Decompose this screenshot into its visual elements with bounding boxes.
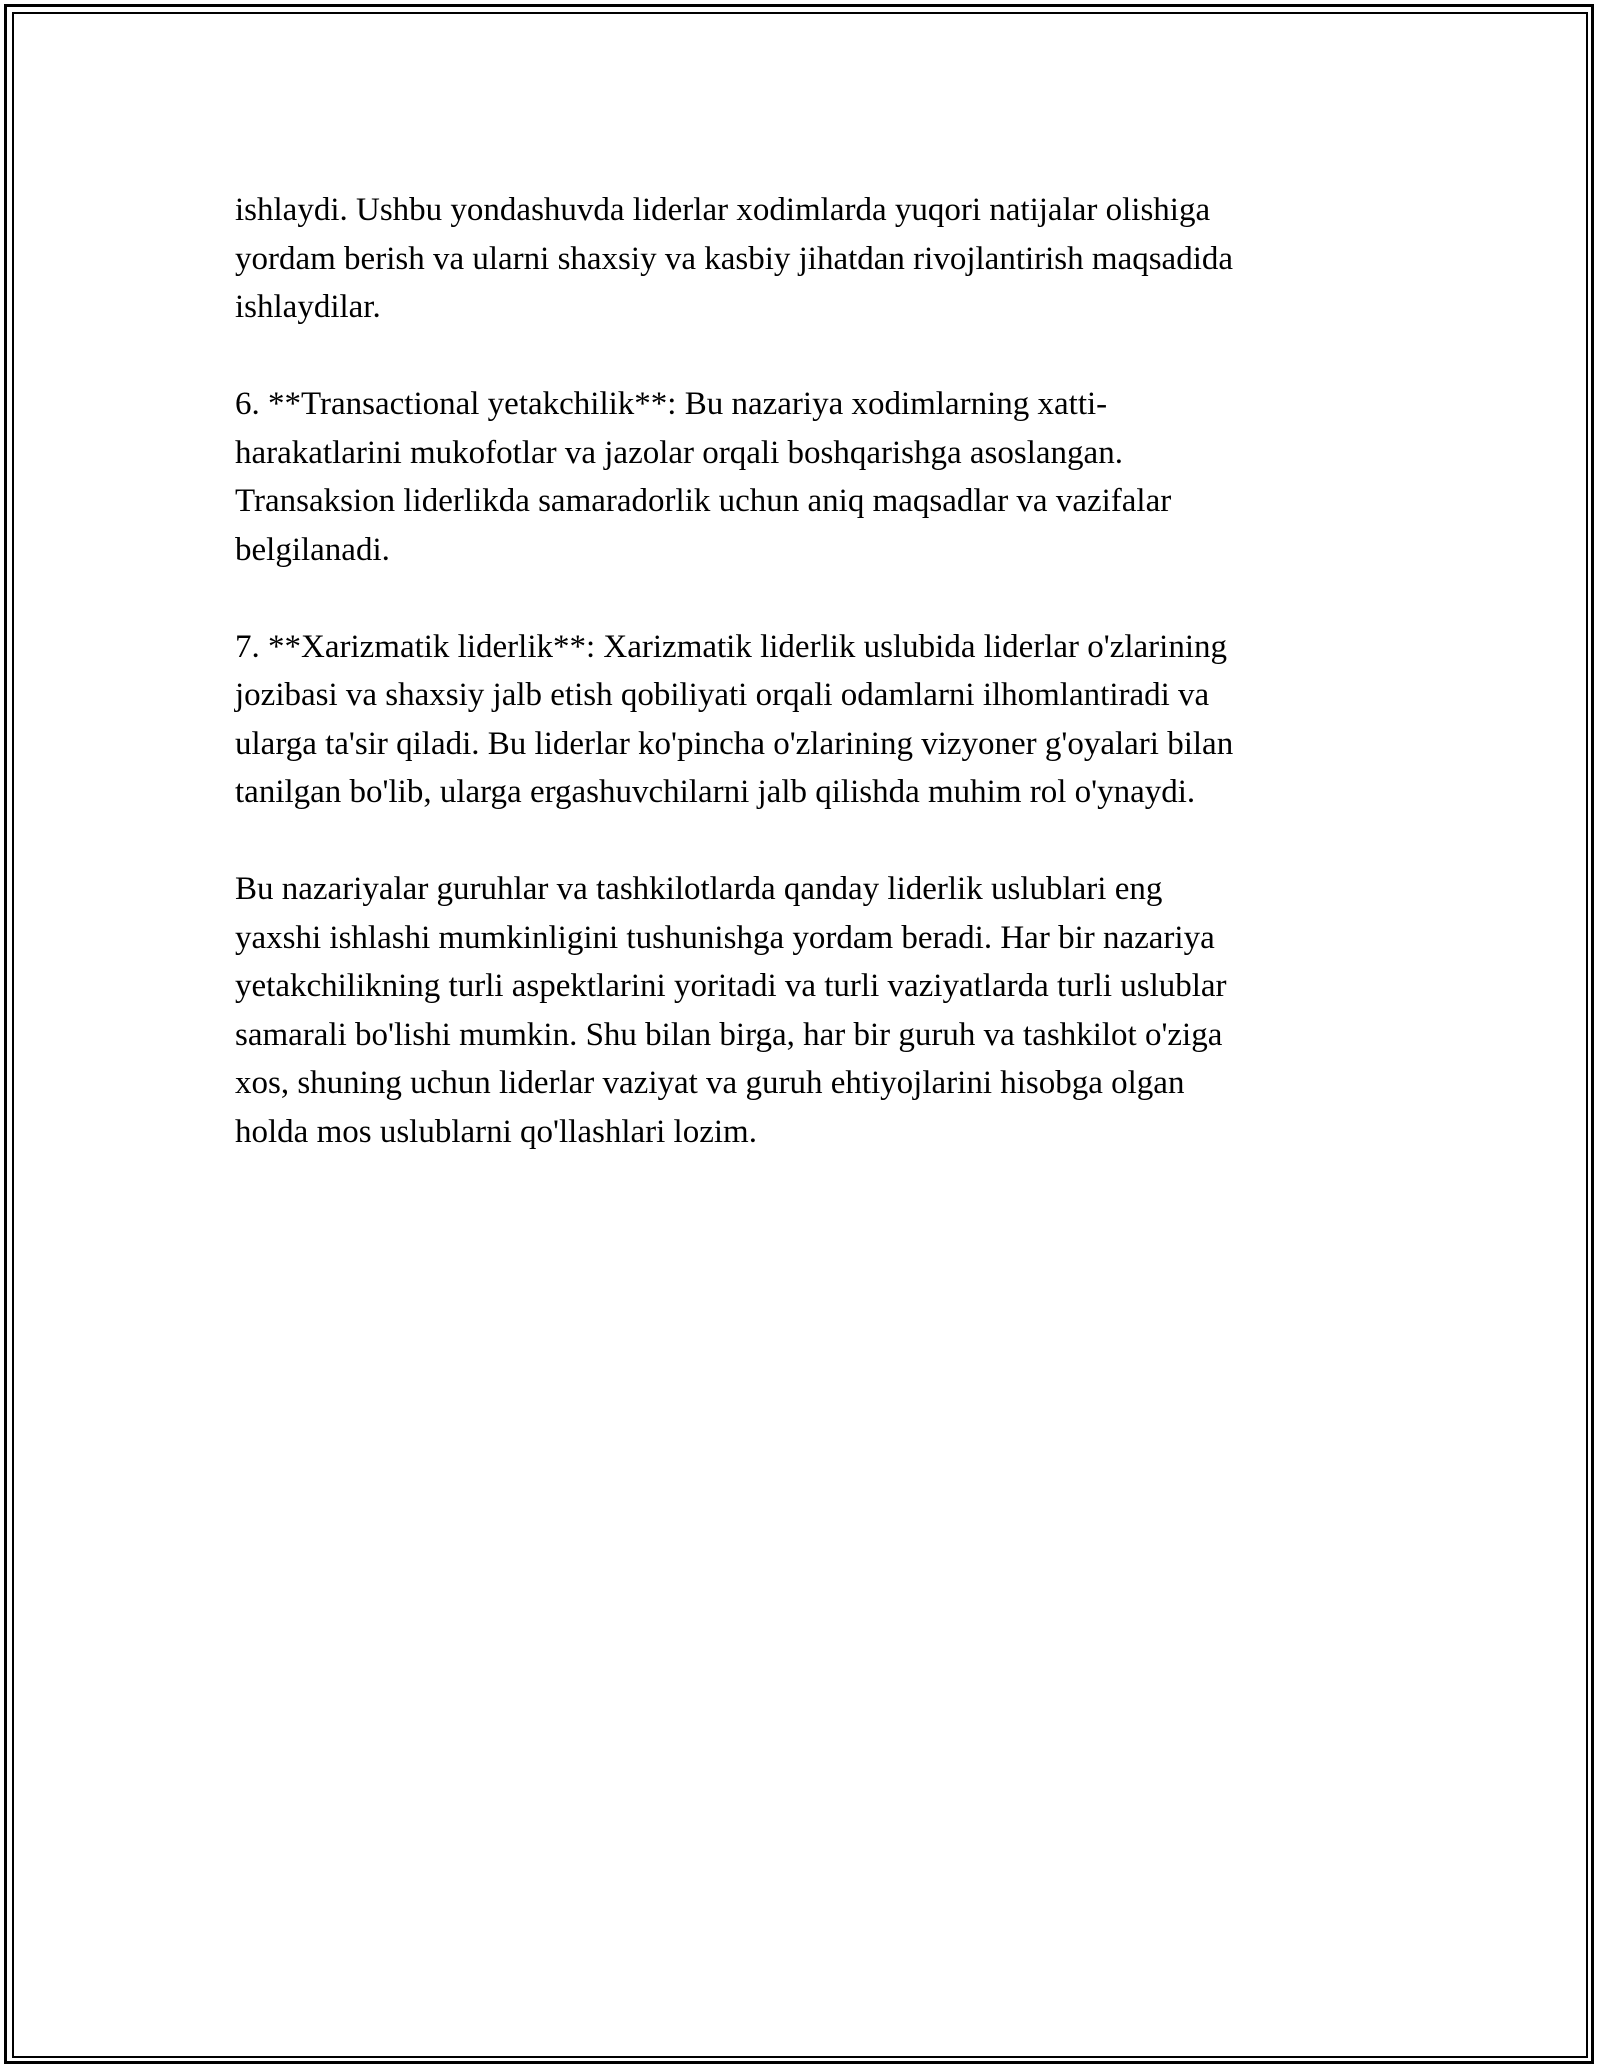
text-line: belgilanadi. xyxy=(235,531,390,568)
text-line: ularga ta'sir qiladi. Bu liderlar ko'pincha o'zlarining vizyoner g'oyalari bilan xyxy=(235,725,1234,762)
text-line: tanilgan bo'lib, ularga ergashuvchilarni jalb qilishda muhim rol o'ynaydi. xyxy=(235,774,1196,810)
text-line: 6. **Transactional yetakchilik**: Bu nazariya xodimlarning xatti- xyxy=(235,386,1108,422)
text-line: samarali bo'lishi mumkin. Shu bilan birga, har bir guruh va tashkilot o'ziga xyxy=(235,1016,1223,1053)
paragraph xyxy=(235,865,1365,1156)
text-line: jozibasi va shaxsiy jalb etish qobiliyati orqali odamlarni ilhomlantiradi va xyxy=(235,677,1210,713)
text-line: yetakchilikning turli aspektlarini yoritadi va turli vaziyatlarda turli uslublar xyxy=(235,968,1227,1004)
text-line: ishlaydi. Ushbu yondashuvda liderlar xodimlarda yuqori natijalar olishiga xyxy=(235,192,1211,228)
text-line: Transaksion liderlikda samaradorlik uchun aniq maqsadlar va vazifalar xyxy=(235,483,1172,519)
text-line: 7. **Xarizmatik liderlik**: Xarizmatik liderlik uslubida liderlar o'zlarining xyxy=(235,628,1227,665)
paragraph xyxy=(235,186,1365,332)
paragraph xyxy=(235,380,1365,574)
text-line: ishlaydilar. xyxy=(235,289,381,325)
text-line: holda mos uslublarni qo'llashlari lozim. xyxy=(235,1113,757,1150)
text-line: xos, shuning uchun liderlar vaziyat va guruh ehtiyojlarini hisobga olgan xyxy=(235,1065,1185,1101)
text-line: harakatlarini mukofotlar va jazolar orqali boshqarishga asoslangan. xyxy=(235,434,1123,471)
paragraph xyxy=(235,623,1365,817)
text-line: yordam berish va ularni shaxsiy va kasbiy jihatdan rivojlantirish maqsadida xyxy=(235,240,1234,277)
text-line: Bu nazariyalar guruhlar va tashkilotlarda qanday liderlik uslublari eng xyxy=(235,871,1163,907)
document-body xyxy=(235,186,1365,1156)
text-line: yaxshi ishlashi mumkinligini tushunishga yordam beradi. Har bir nazariya xyxy=(235,919,1215,956)
